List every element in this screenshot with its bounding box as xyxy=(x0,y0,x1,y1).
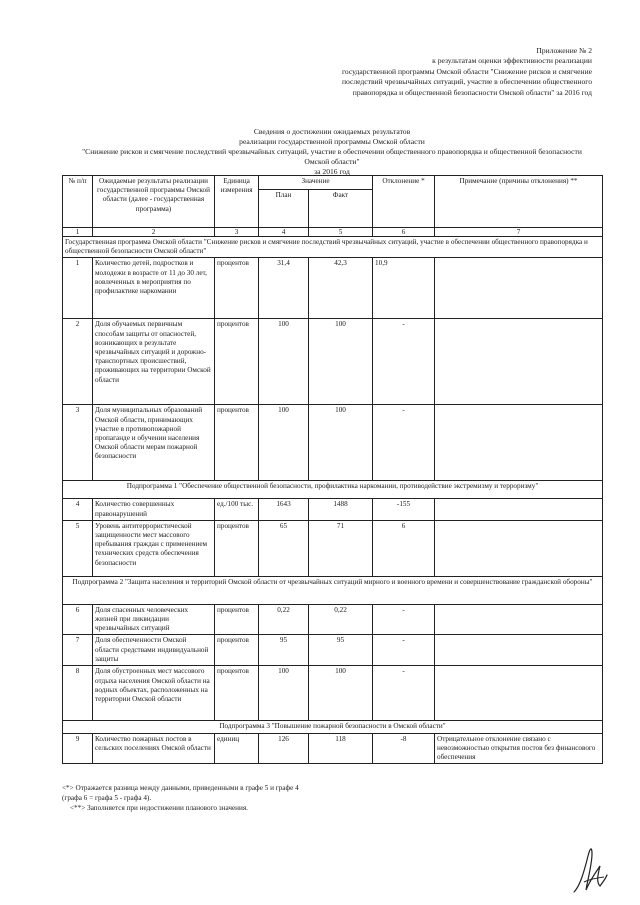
header-unit: Единица измерения xyxy=(215,176,259,228)
row-no: 3 xyxy=(63,405,93,481)
row-unit: ед./100 тыс. xyxy=(215,499,259,520)
row-deviation: - xyxy=(373,666,435,721)
row-no: 5 xyxy=(63,520,93,576)
row-unit: процентов xyxy=(215,666,259,721)
footnote-2: <**> Заполняется при недостижении планового значения. xyxy=(70,804,248,812)
row-deviation: 6 xyxy=(373,520,435,576)
row-name: Доля спасенных человеческих жизней при ликвидации чрезвычайных ситуаций xyxy=(93,604,215,635)
row-unit: процентов xyxy=(215,520,259,576)
row-deviation: - xyxy=(373,635,435,666)
row-unit: процентов xyxy=(215,319,259,405)
column-index: 3 xyxy=(215,228,259,237)
column-index: 2 xyxy=(93,228,215,237)
row-fact: 100 xyxy=(309,319,373,405)
row-note xyxy=(435,635,603,666)
table-row xyxy=(63,499,603,520)
row-unit: процентов xyxy=(215,604,259,635)
row-deviation: - xyxy=(373,319,435,405)
heading-year: за 2016 год xyxy=(314,167,350,176)
header-result: Ожидаемые результаты реализации государственной программы Омской области (далее - государственная программа) xyxy=(93,176,215,228)
row-fact: 95 xyxy=(309,635,373,666)
row-name: Доля обеспеченности Омской области средствами индивидуальной защиты xyxy=(93,635,215,666)
row-deviation: - xyxy=(373,405,435,481)
row-note xyxy=(435,520,603,576)
row-fact: 1488 xyxy=(309,499,373,520)
row-note: Отрицательное отклонение связано с невозможностью открытия постов без финансового обеспечения xyxy=(435,733,603,764)
header-no: № п/п xyxy=(63,176,93,228)
row-fact: 100 xyxy=(309,405,373,481)
row-note xyxy=(435,405,603,481)
column-index: 1 xyxy=(63,228,93,237)
row-plan: 95 xyxy=(259,635,309,666)
row-no: 2 xyxy=(63,319,93,405)
table-row xyxy=(63,258,603,319)
table-row xyxy=(63,635,603,666)
table-row xyxy=(63,733,603,764)
row-note xyxy=(435,666,603,721)
footnote-1-formula: (графа 6 = графа 5 - графа 4). xyxy=(62,794,152,802)
row-plan: 0,22 xyxy=(259,604,309,635)
footnotes xyxy=(62,783,562,813)
row-note xyxy=(435,499,603,520)
row-plan: 126 xyxy=(259,733,309,764)
subprogram-title: Подпрограмма 1 "Обеспечение общественной безопасности, профилактика наркомании, противодействие экстремизму и терроризму" xyxy=(63,481,603,499)
row-no: 4 xyxy=(63,499,93,520)
footnote-1: <*> Отражается разница между данными, приведенными в графе 5 и графе 4 xyxy=(62,784,299,792)
header-fact: Факт xyxy=(309,190,373,228)
row-note xyxy=(435,258,603,319)
row-plan: 1643 xyxy=(259,499,309,520)
row-deviation: 10,9 xyxy=(373,258,435,319)
row-name: Доля обустроенных мест массового отдыха населения Омской области на водных объектах, расположенных на территории Омской области xyxy=(93,666,215,721)
appendix-header xyxy=(292,46,592,98)
column-index-row xyxy=(63,228,603,237)
column-index: 5 xyxy=(309,228,373,237)
row-unit: процентов xyxy=(215,635,259,666)
header-value: Значение xyxy=(259,176,373,190)
row-deviation: -155 xyxy=(373,499,435,520)
program-title-row xyxy=(63,237,603,258)
subprogram-title: Подпрограмма 3 "Повышение пожарной безопасности в Омской области" xyxy=(63,721,603,733)
row-plan: 65 xyxy=(259,520,309,576)
heading-line: Омской области" xyxy=(304,157,360,166)
header-deviation: Отклонение * xyxy=(373,176,435,228)
row-plan: 100 xyxy=(259,666,309,721)
row-name: Количество совершенных правонарушений xyxy=(93,499,215,520)
program-title: Государственная программа Омской области "Снижение рисков и смягчение последствий чрезвычайных ситуаций, участие в обеспечении общественного правопорядка и общественной безопасности Омской области" xyxy=(63,237,603,258)
row-plan: 100 xyxy=(259,319,309,405)
appendix-line: к результатам оценки эффективности реализации xyxy=(432,56,592,66)
row-deviation: -8 xyxy=(373,733,435,764)
row-name: Уровень антитеррористической защищенности мест массового пребывания граждан с применением технических средств обеспечения безопасности xyxy=(93,520,215,576)
row-fact: 118 xyxy=(309,733,373,764)
heading-title: Сведения о достижении ожидаемых результатов xyxy=(253,127,411,136)
row-plan: 100 xyxy=(259,405,309,481)
subprogram-row xyxy=(63,576,603,604)
subprogram-row xyxy=(63,481,603,499)
row-no: 1 xyxy=(63,258,93,319)
table-row xyxy=(63,666,603,721)
row-unit: процентов xyxy=(215,258,259,319)
column-index: 7 xyxy=(435,228,603,237)
document-heading xyxy=(62,127,602,177)
subprogram-row xyxy=(63,721,603,733)
row-deviation: - xyxy=(373,604,435,635)
column-index: 6 xyxy=(373,228,435,237)
appendix-line: последствий чрезвычайных ситуаций, участие в обеспечении общественного xyxy=(341,77,592,87)
appendix-title: Приложение № 2 xyxy=(536,46,592,55)
row-fact: 42,3 xyxy=(309,258,373,319)
header-note: Примечание (причины отклонения) ** xyxy=(435,176,603,228)
appendix-line: государственной программы Омской области "Снижение рисков и смягчение xyxy=(341,66,592,76)
row-note xyxy=(435,604,603,635)
table-row xyxy=(63,604,603,635)
row-no: 8 xyxy=(63,666,93,721)
row-name: Количество пожарных постов в сельских поселениях Омской области xyxy=(93,733,215,764)
row-fact: 100 xyxy=(309,666,373,721)
header-plan: План xyxy=(259,190,309,228)
row-unit: единиц xyxy=(215,733,259,764)
row-plan: 31,4 xyxy=(259,258,309,319)
subprogram-title: Подпрограмма 2 "Защита населения и территорий Омской области от чрезвычайных ситуаций мирного и военного времени и совершенствование гражданской обороны" xyxy=(63,576,603,604)
row-name: Доля обучаемых первичным способам защиты от опасностей, возникающих в результате чрезвычайных ситуаций и дорожно-транспортных происшествий, проживающих на территории Омской области xyxy=(93,319,215,405)
row-no: 6 xyxy=(63,604,93,635)
row-name: Доля муниципальных образований Омской области, принимающих участие в противопожарной пропаганде и обучении населения Омской области мерам пожарной безопасности xyxy=(93,405,215,481)
results-table xyxy=(62,175,603,764)
row-note xyxy=(435,319,603,405)
table-row xyxy=(63,520,603,576)
heading-line: реализации государственной программы Омской области xyxy=(239,137,425,146)
table-row xyxy=(63,319,603,405)
appendix-line: правопорядка и общественной безопасности Омской области" за 2016 год xyxy=(352,87,592,97)
column-index: 4 xyxy=(259,228,309,237)
table-row xyxy=(63,405,603,481)
row-fact: 0,22 xyxy=(309,604,373,635)
row-no: 9 xyxy=(63,733,93,764)
row-no: 7 xyxy=(63,635,93,666)
row-unit: процентов xyxy=(215,405,259,481)
row-fact: 71 xyxy=(309,520,373,576)
row-name: Количество детей, подростков и молодежи в возрасте от 11 до 30 лет, вовлеченных в мероприятия по профилактике наркомании xyxy=(93,258,215,319)
heading-line: "Снижение рисков и смягчение последствий чрезвычайных ситуаций, участие в обеспечении общественного правопорядка и общественной безопасности xyxy=(82,147,582,156)
signature-mark xyxy=(570,842,610,897)
